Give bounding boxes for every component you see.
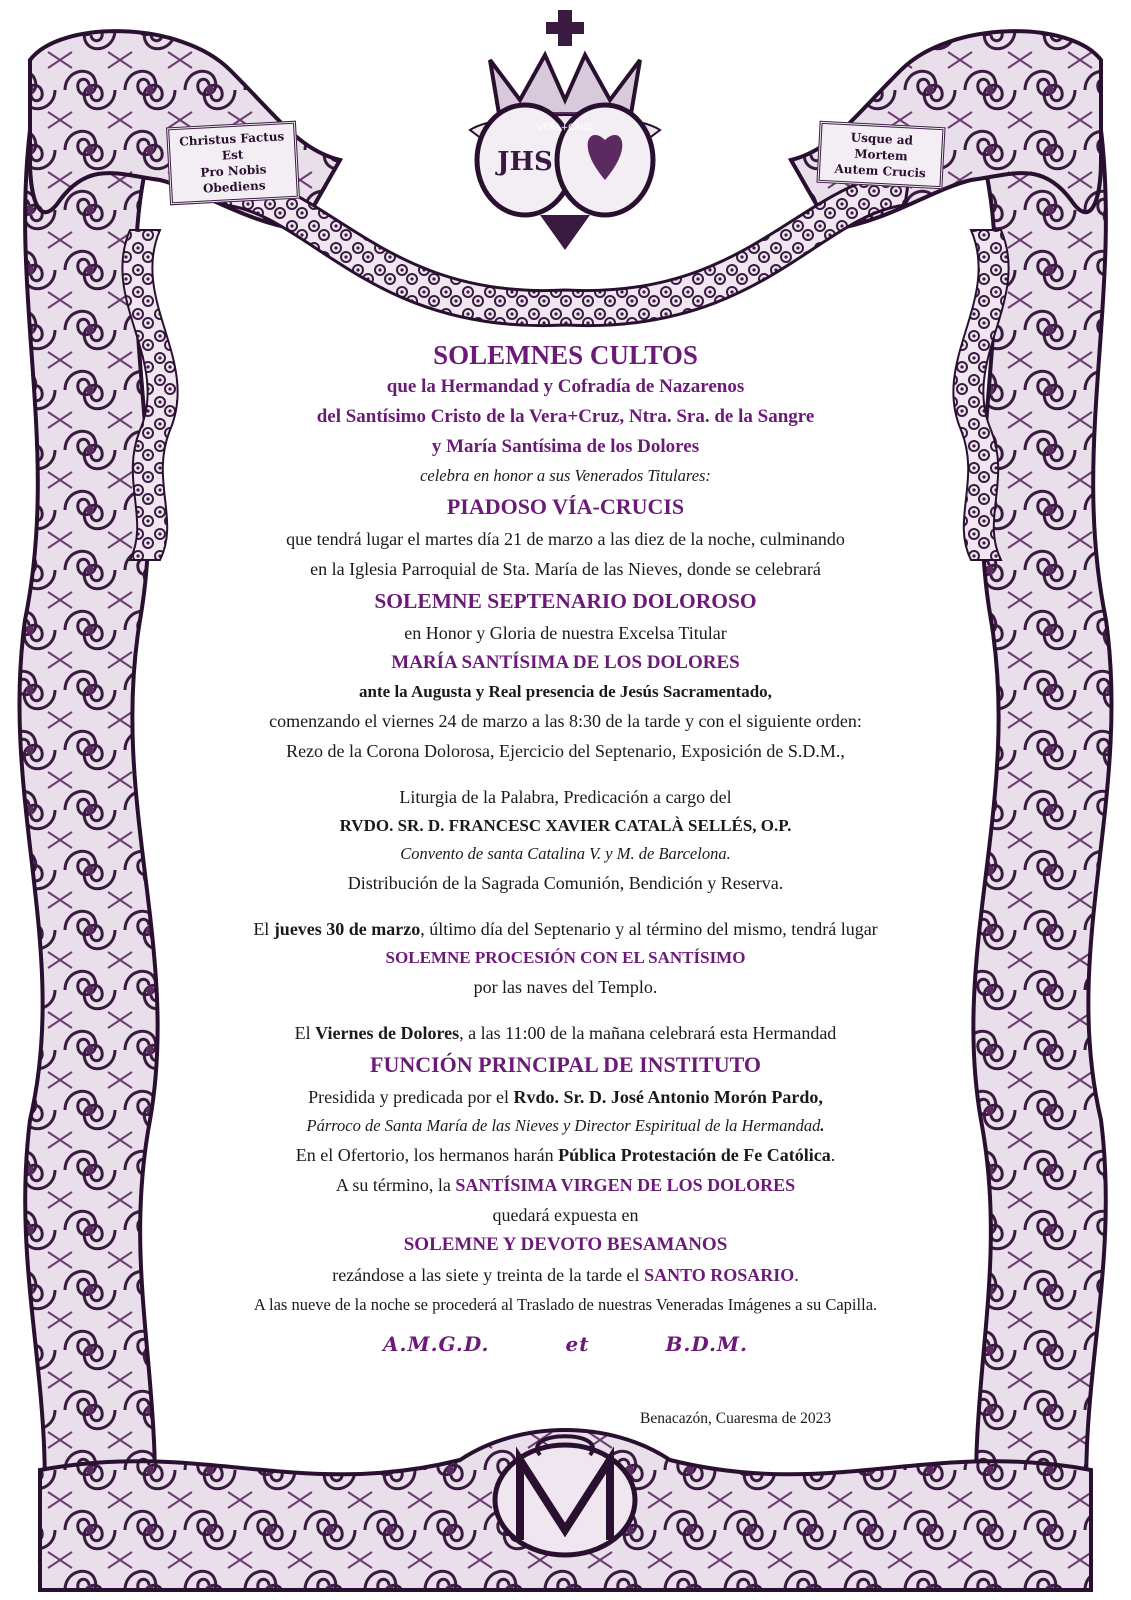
expuesta-line: quedará expuesta en <box>492 1205 639 1225</box>
viacrucis-line-2: en la Iglesia Parroquial de Sta. María de las Nieves, donde se celebrará <box>310 559 821 579</box>
hermandad-line-3: y María Santísima de los Dolores <box>431 436 700 457</box>
crest <box>470 10 660 250</box>
main-title: SOLEMNES CULTOS <box>433 340 698 370</box>
procesion-title: SOLEMNE PROCESIÓN CON EL SANTÍSIMO <box>385 948 746 967</box>
septenario-title: SOLEMNE SEPTENARIO DOLOROSO <box>374 589 757 613</box>
jueves-line: El jueves 30 de marzo, último día del Septenario y al término del mismo, tendrá lugar <box>253 919 878 939</box>
predicador-line: RVDO. SR. D. FRANCESC XAVIER CATALÀ SELLÉS, O.P. <box>339 816 792 835</box>
rosario-line: rezándose a las siete y treinta de la tarde el SANTO ROSARIO. <box>332 1265 799 1285</box>
right-plaque <box>816 121 945 190</box>
parroco-line: Párroco de Santa María de las Nieves y Director Espiritual de la Hermandad. <box>306 1116 825 1135</box>
funcion-title: FUNCIÓN PRINCIPAL DE INSTITUTO <box>370 1052 761 1077</box>
honor-line: en Honor y Gloria de nuestra Excelsa Titular <box>404 623 727 643</box>
bottom-monogram <box>495 1436 635 1555</box>
right-plaque-line-1: Usque ad Mortem <box>850 130 914 164</box>
svg-text:JHS: JHS <box>497 147 553 177</box>
left-border <box>19 130 157 1560</box>
convento-line: Convento de santa Catalina V. y M. de Barcelona. <box>400 844 731 863</box>
right-border <box>973 130 1111 1560</box>
viernes-line: El Viernes de Dolores, a las 11:00 de la mañana celebrará esta Hermandad <box>294 1023 837 1043</box>
celebra-line: celebra en honor a sus Venerados Titulares: <box>420 466 711 485</box>
announcement-text <box>160 338 971 1356</box>
viacrucis-title: PIADOSO VÍA-CRUCIS <box>446 494 685 519</box>
naves-line: por las naves del Templo. <box>473 977 658 997</box>
viacrucis-line-1: que tendrá lugar el martes día 21 de marzo a las diez de la noche, culminando <box>286 529 845 549</box>
besamanos-title: SOLEMNE Y DEVOTO BESAMANOS <box>403 1234 728 1255</box>
ofertorio-line: En el Ofertorio, los hermanos harán Pública Protestación de Fe Católica. <box>295 1145 836 1165</box>
titular-line: MARÍA SANTÍSIMA DE LOS DOLORES <box>391 652 740 673</box>
orden-line-2: Rezo de la Corona Dolorosa, Ejercicio del Septenario, Exposición de S.D.M., <box>286 741 845 761</box>
amgd-line: A.M.G.D. et B.D.M. <box>382 1332 749 1356</box>
orden-line-1: comenzando el viernes 24 de marzo a las 8:30 de la tarde y con el siguiente orden: <box>269 711 862 731</box>
distribucion-line: Distribución de la Sagrada Comunión, Bendición y Reserva. <box>347 873 784 893</box>
ante-line: ante la Augusta y Real presencia de Jesús Sacramentado, <box>359 682 772 701</box>
right-plaque-line-2: Autem Crucis <box>834 161 927 181</box>
svg-text:VERA+CRUZ: VERA+CRUZ <box>536 123 594 133</box>
hermandad-line-2: del Santísimo Cristo de la Vera+Cruz, Ntra. Sra. de la Sangre <box>316 406 815 427</box>
liturgia-line: Liturgia de la Palabra, Predicación a cargo del <box>399 787 732 807</box>
traslado-line: A las nueve de la noche se procederá al Traslado de nuestras Veneradas Imágenes a su Capilla. <box>253 1295 878 1314</box>
signature-line: Benacazón, Cuaresma de 2023 <box>640 1410 832 1427</box>
presidida-line: Presidida y predicada por el Rvdo. Sr. D. José Antonio Morón Pardo, <box>308 1087 823 1107</box>
hermandad-line-1: que la Hermandad y Cofradía de Nazarenos <box>386 376 745 397</box>
left-plaque <box>166 121 300 206</box>
left-plaque-line-2: Pro Nobis Obediens <box>199 162 267 196</box>
left-plaque-line-1: Christus Factus Est <box>178 129 285 163</box>
termino-line: A su término, la SANTÍSIMA VIRGEN DE LOS DOLORES <box>335 1175 796 1195</box>
